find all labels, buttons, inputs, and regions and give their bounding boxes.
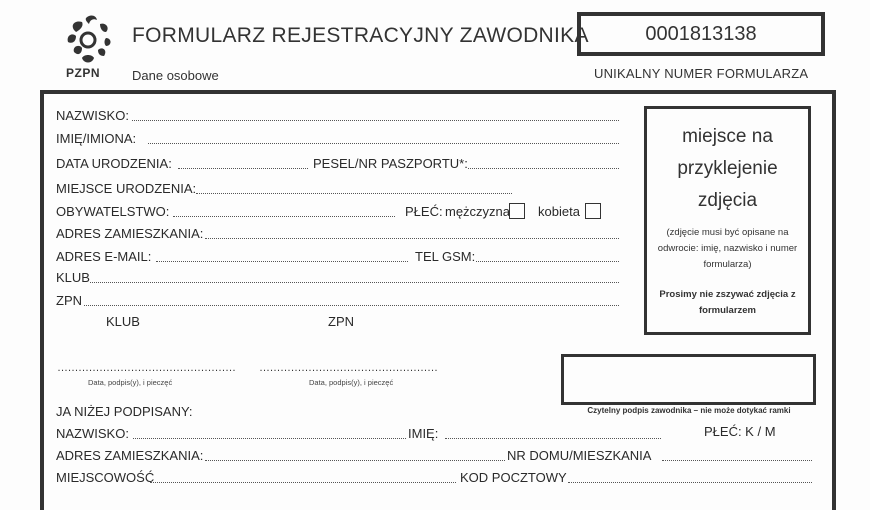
label-nazwisko: NAZWISKO:	[56, 108, 129, 123]
signature-caption-klub: Data, podpis(y), i pieczęć	[88, 378, 173, 387]
label-plec: PŁEĆ:	[405, 204, 443, 219]
field-decl-miejscowosc[interactable]	[150, 482, 456, 483]
field-email[interactable]	[156, 261, 408, 262]
player-signature-box[interactable]	[561, 354, 816, 405]
label-imie: IMIĘ/IMIONA:	[56, 131, 137, 146]
photo-placeholder-box[interactable]	[644, 106, 811, 335]
field-zpn[interactable]	[84, 305, 619, 306]
player-signature-caption: Czytelny podpis zawodnika – nie może dotykać ramki	[587, 406, 791, 415]
field-tel[interactable]	[476, 261, 619, 262]
label-decl-nazwisko: NAZWISKO:	[56, 426, 129, 441]
form-title: FORMULARZ REJESTRACYJNY ZAWODNIKA	[132, 24, 589, 47]
field-decl-nazwisko[interactable]	[133, 438, 406, 439]
field-decl-imie[interactable]	[445, 438, 661, 439]
field-decl-adres[interactable]	[205, 460, 505, 461]
form-number-label: UNIKALNY NUMER FORMULARZA	[594, 66, 809, 81]
photo-warning: Prosimy nie zszywać zdjęcia z formularzem	[659, 289, 796, 316]
photo-title: miejsce na przyklejenie zdjęcia	[677, 126, 778, 211]
label-decl-adres: ADRES ZAMIESZKANIA:	[56, 448, 204, 463]
label-decl-plec[interactable]: PŁEĆ: K / M	[704, 424, 776, 439]
label-data-urodzenia: DATA URODZENIA:	[56, 156, 172, 171]
field-miejsce-urodzenia[interactable]	[196, 193, 512, 194]
label-decl-imie: IMIĘ:	[408, 426, 439, 441]
label-miejsce-urodzenia: MIEJSCE URODZENIA:	[56, 181, 197, 196]
field-klub[interactable]	[90, 282, 619, 283]
label-decl-kod: KOD POCZTOWY	[460, 470, 567, 485]
declaration-heading: JA NIŻEJ PODPISANY:	[56, 404, 193, 419]
field-pesel[interactable]	[468, 168, 619, 169]
field-adres[interactable]	[205, 238, 619, 239]
label-mezczyzna: mężczyzna	[445, 204, 511, 219]
photo-note: (zdjęcie musi być opisane na odwrocie: imię, nazwisko i numer formularza)	[657, 227, 798, 270]
label-adres: ADRES ZAMIESZKANIA:	[56, 226, 204, 241]
label-pesel: PESEL/NR PASZPORTU*:	[313, 156, 468, 171]
field-nazwisko[interactable]	[132, 120, 619, 121]
signature-line-klub[interactable]: ……………………………………………	[57, 362, 236, 374]
form-number-box	[577, 12, 825, 56]
checkbox-kobieta[interactable]	[585, 203, 601, 219]
label-decl-nr-domu: NR DOMU/MIESZKANIA	[507, 448, 652, 463]
section-subtitle: Dane osobowe	[132, 68, 219, 83]
form-number: 0001813138	[645, 22, 757, 45]
field-imie[interactable]	[148, 143, 619, 144]
field-obywatelstwo[interactable]	[173, 216, 395, 217]
field-decl-nr-domu[interactable]	[662, 460, 812, 461]
label-decl-miejscowosc: MIEJSCOWOŚĆ	[56, 470, 155, 485]
label-zpn: ZPN	[56, 293, 82, 308]
signature-caption-zpn: Data, podpis(y), i pieczęć	[309, 378, 394, 387]
label-email: ADRES E-MAIL:	[56, 249, 152, 264]
signature-klub-label: KLUB	[106, 314, 140, 329]
signature-zpn-label: ZPN	[328, 314, 354, 329]
checkbox-mezczyzna[interactable]	[509, 203, 525, 219]
label-klub: KLUB	[56, 270, 90, 285]
label-tel: TEL GSM:	[415, 249, 476, 264]
signature-line-zpn[interactable]: ……………………………………………	[259, 362, 438, 374]
field-decl-kod[interactable]	[568, 482, 812, 483]
logo-text: PZPN	[66, 66, 101, 80]
label-kobieta: kobieta	[538, 204, 580, 219]
label-obywatelstwo: OBYWATELSTWO:	[56, 204, 170, 219]
field-data-urodzenia[interactable]	[178, 168, 308, 169]
